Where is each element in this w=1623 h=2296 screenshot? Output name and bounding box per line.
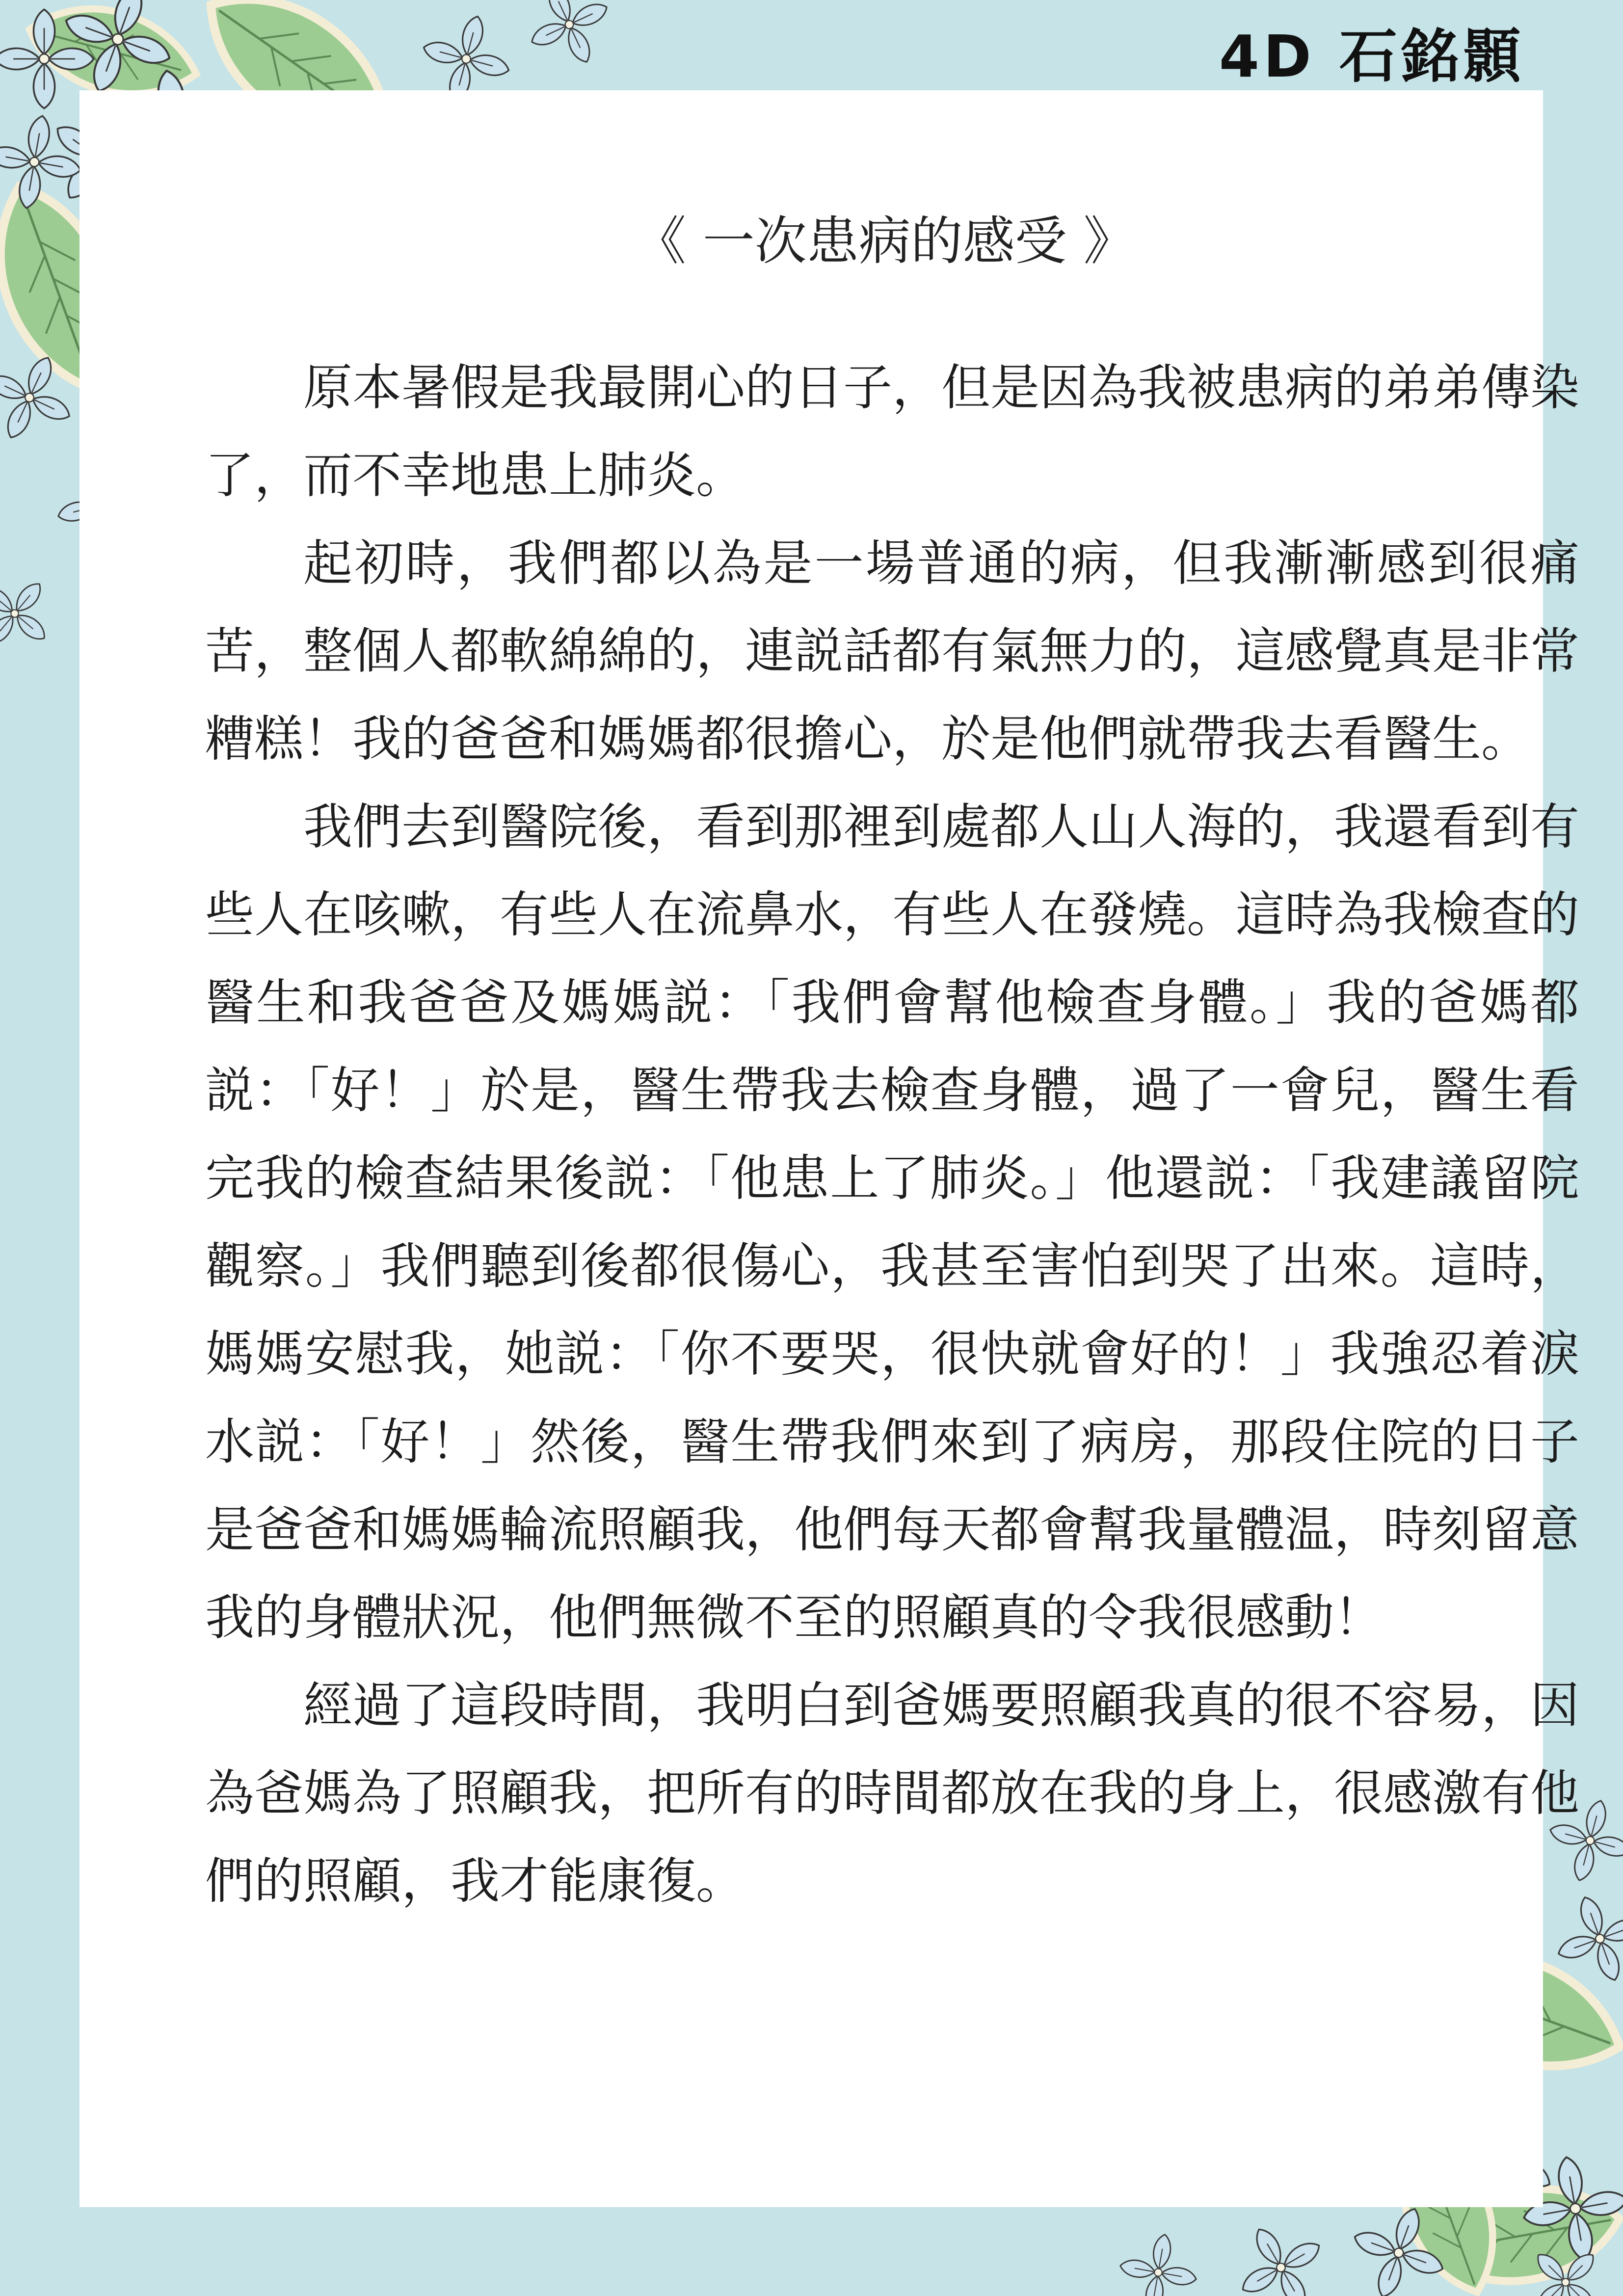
hydrangea-flower-icon <box>514 0 624 80</box>
paragraph-1: 原本暑假是我最開心的日子，但是因為我被患病的弟弟傳染了，而不幸地患上肺炎。 <box>205 359 1579 504</box>
hydrangea-flower-icon <box>0 560 69 668</box>
author-label: 4D 石銘顥 <box>1219 23 1525 90</box>
paragraph-2: 起初時，我們都以為是一場普通的病，但我漸漸感到很痛苦，整個人都軟綿綿的，連説話都有氣無力的，這感覺真是非常糟糕！我的爸爸和媽媽都很擔心，於是他們就帶我去看醫生。 <box>205 534 1579 768</box>
hydrangea-flower-icon <box>1221 2208 1341 2296</box>
essay-page <box>80 90 1579 2207</box>
paragraph-3: 我們去到醫院後，看到那裡到處都人山人海的，我還看到有些人在咳嗽，有些人在流鼻水，有些人在發燒。這時為我檢查的醫生和我爸爸及媽媽説：「我們會幫他檢查身體。」我的爸媽都説：「好！」於是，醫生帶我去檢查身體，過了一會兒，醫生看完我的檢查結果後説：「他患上了肺炎。」他還説：「我建議留院觀察。」我們聽到後都很傷心，我甚至害怕到哭了出來。這時，媽媽安慰我，她説：「你不要哭，很快就會好的！」我強忍着淚水説：「好！」然後，醫生帶我們來到了病房，那段住院的日子是爸爸和媽媽輪流照顧我，他們每天都會幫我量體温，時刻留意我的身體狀況，他們無微不至的照顧真的令我很感動！ <box>205 798 1579 1646</box>
essay-body <box>205 344 1579 1925</box>
hydrangea-flower-icon <box>1114 2228 1203 2296</box>
essay-title: 《 一次患病的感受 》 <box>634 211 1136 271</box>
paragraph-4: 經過了這段時間，我明白到爸媽要照顧我真的很不容易，因為爸媽為了照顧我，把所有的時間都放在我的身上，很感激有他們的照顧，我才能康復。 <box>205 1677 1579 1910</box>
